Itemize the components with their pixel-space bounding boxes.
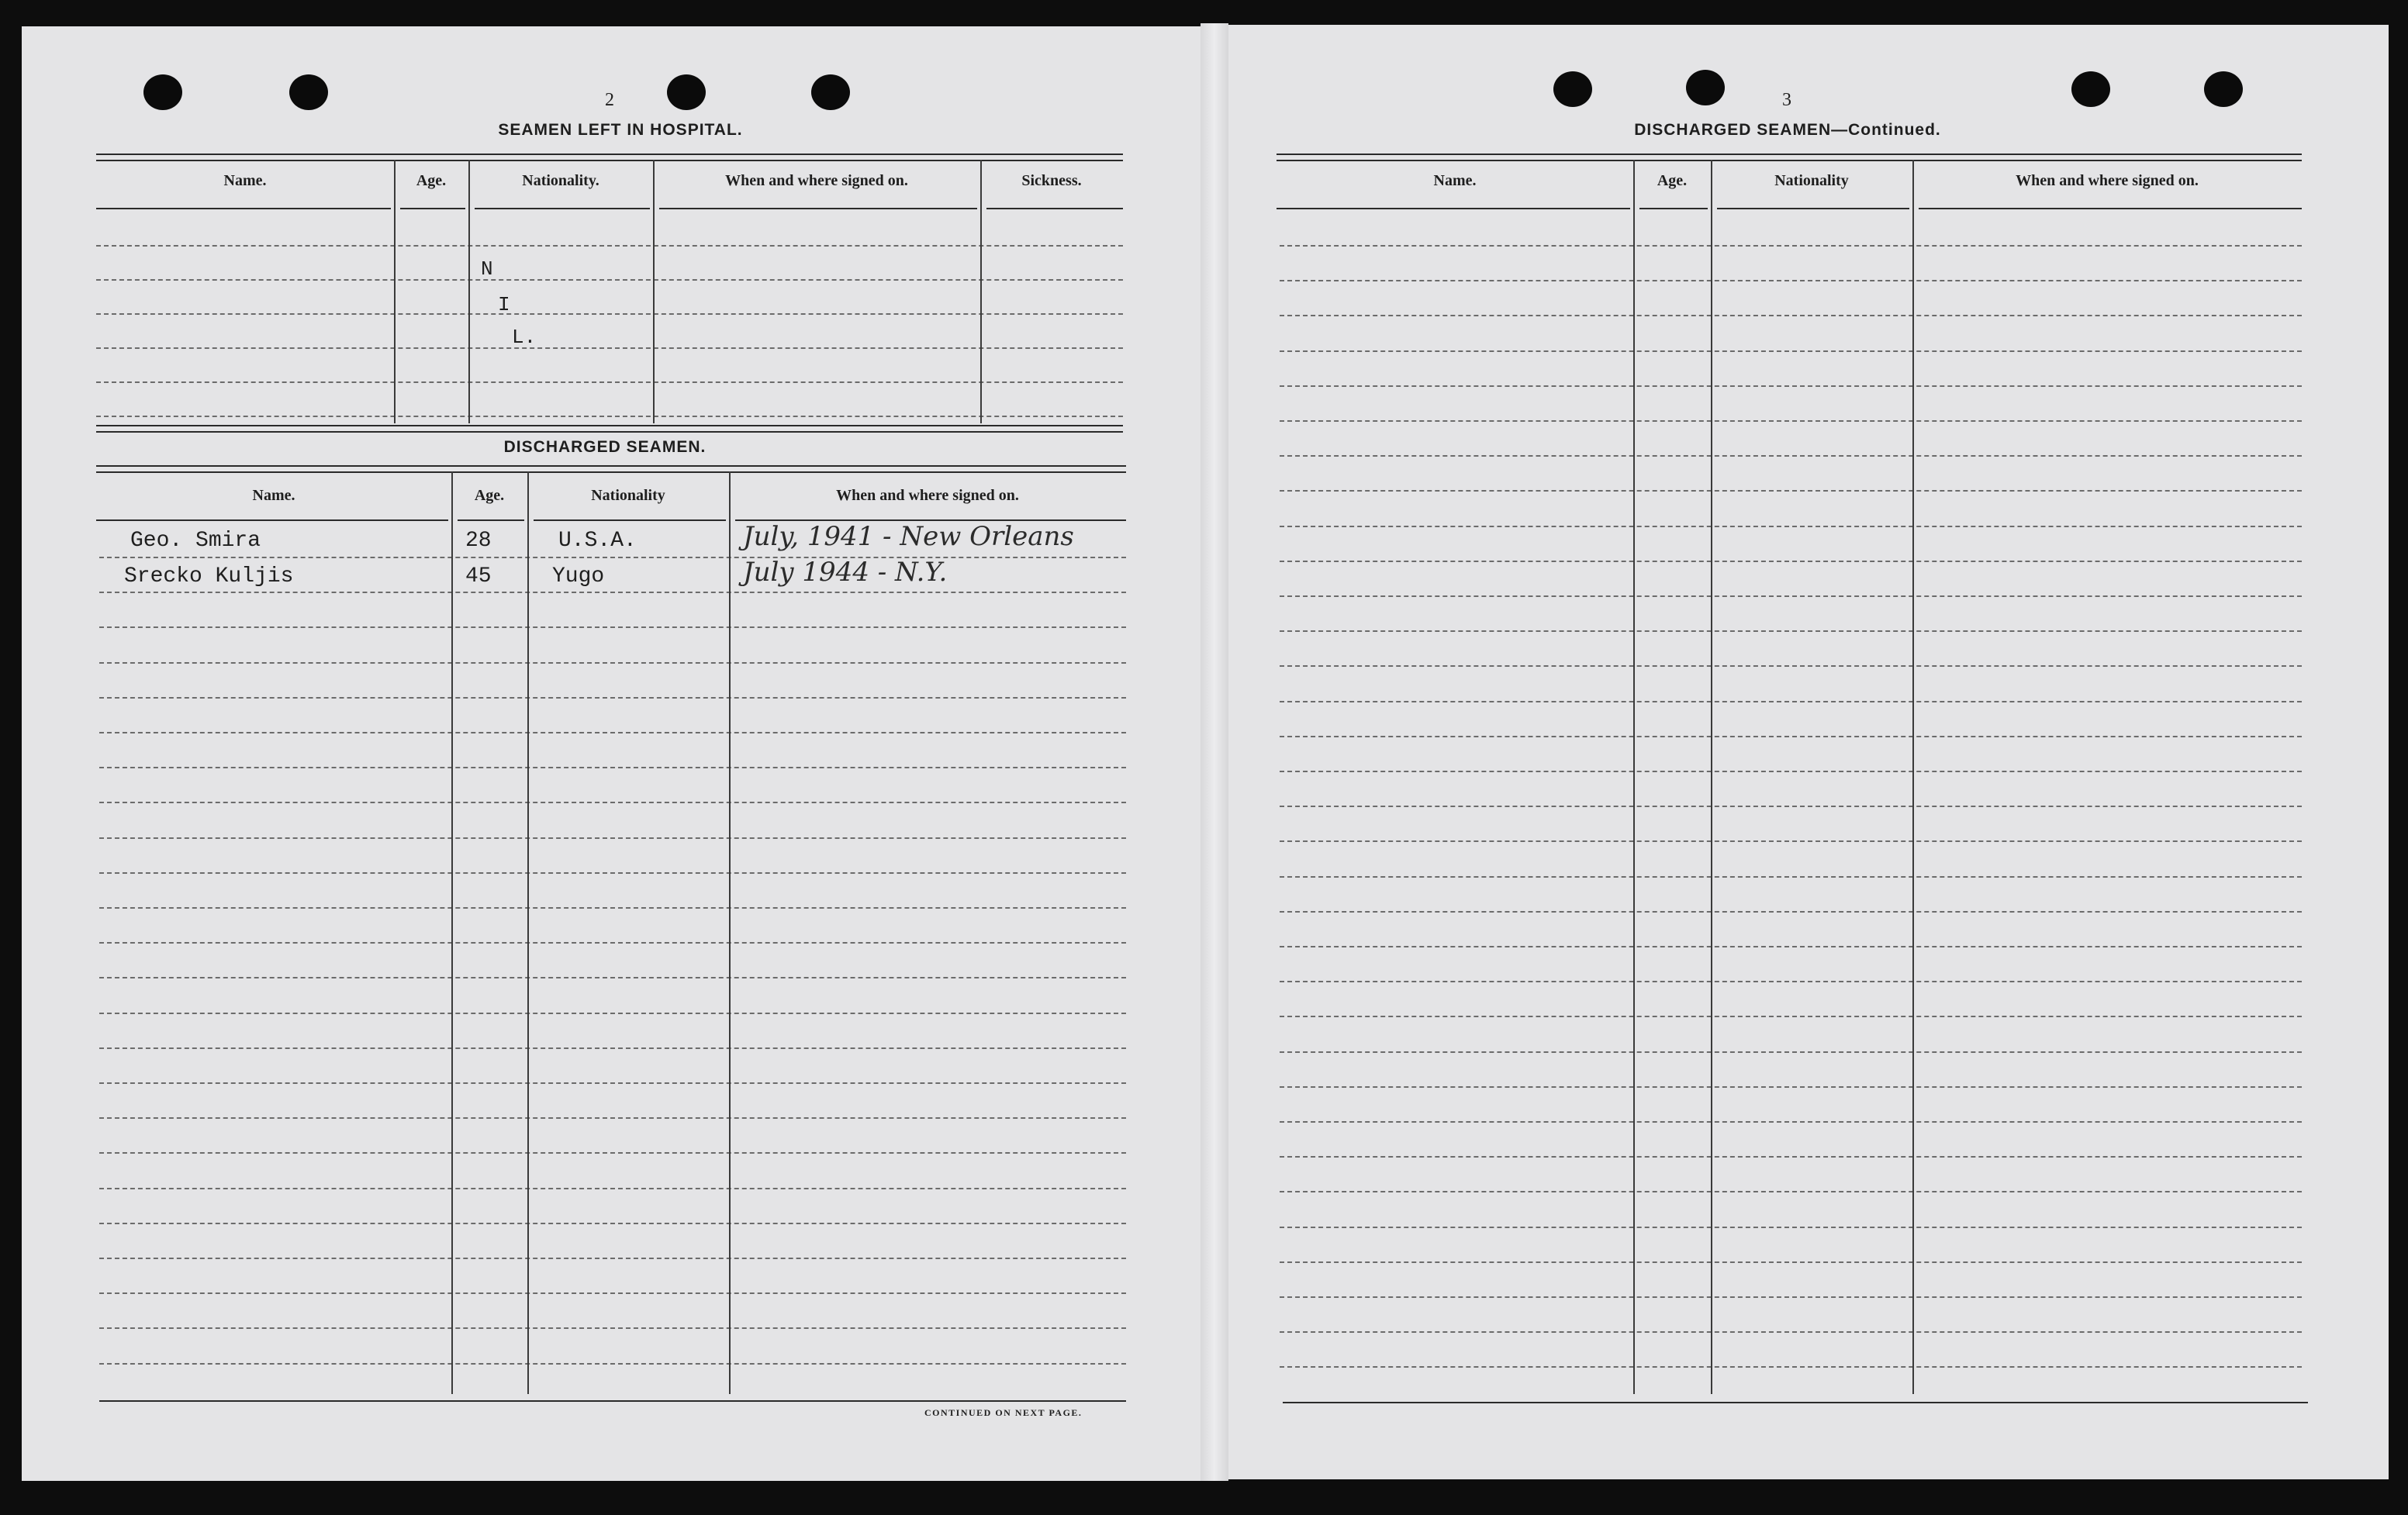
column-divider <box>980 160 982 423</box>
continued-note: CONTINUED ON NEXT PAGE. <box>924 1407 1083 1418</box>
binder-hole <box>667 74 706 110</box>
ruled-line <box>99 977 1126 978</box>
column-divider <box>1633 160 1635 1394</box>
ruled-line <box>99 837 1126 839</box>
signed-on-handwritten: July 1944 - N.Y. <box>743 557 948 588</box>
column-header: Age. <box>416 172 447 189</box>
ruled-line <box>1280 736 2302 737</box>
binder-hole <box>1686 70 1725 105</box>
ruled-line <box>96 416 1123 417</box>
ruled-line <box>99 1047 1126 1049</box>
column-header: When and where signed on. <box>725 172 908 189</box>
ruled-line <box>1280 280 2302 281</box>
ruled-line <box>99 872 1126 874</box>
nil-letter: L. <box>512 326 537 349</box>
table-bottom-rule <box>96 425 1123 433</box>
ruled-line <box>1280 1016 2302 1017</box>
binder-hole <box>1553 71 1592 107</box>
ruled-line <box>99 1292 1126 1294</box>
ruled-line <box>99 592 1126 593</box>
column-divider <box>1711 160 1712 1394</box>
signed-on-handwritten: July, 1941 - New Orleans <box>743 521 1074 552</box>
header-underline <box>96 519 448 521</box>
table-top-rule <box>96 465 1126 473</box>
header-underline <box>1717 208 1909 209</box>
ruled-line <box>96 313 1123 315</box>
column-header: Age. <box>1657 172 1688 189</box>
ruled-line <box>1280 385 2302 387</box>
binder-hole <box>811 74 850 110</box>
ruled-line <box>1280 420 2302 422</box>
ruled-line <box>99 767 1126 768</box>
column-divider <box>468 160 470 423</box>
ruled-line <box>1280 771 2302 772</box>
column-divider <box>653 160 655 423</box>
ruled-line <box>1280 1051 2302 1053</box>
column-divider <box>394 160 396 423</box>
discharged-section-title: DISCHARGED SEAMEN. <box>503 438 707 456</box>
table-top-rule <box>1277 154 2302 161</box>
column-header: Name. <box>1433 172 1477 189</box>
ruled-line <box>1280 1191 2302 1192</box>
column-header: Name. <box>223 172 267 189</box>
ruled-line <box>99 697 1126 699</box>
ruled-line <box>99 662 1126 664</box>
ruled-line <box>1280 946 2302 947</box>
ruled-line <box>1280 665 2302 667</box>
ruled-line <box>99 1258 1126 1259</box>
binding-gutter <box>1201 23 1228 1481</box>
ruled-line <box>1280 1121 2302 1123</box>
column-header: Nationality <box>1774 172 1849 189</box>
ruled-line <box>99 1188 1126 1189</box>
page-number: 3 <box>1782 90 1791 110</box>
ruled-line <box>99 1013 1126 1014</box>
nil-letter: N <box>481 257 493 281</box>
binder-hole <box>143 74 182 110</box>
seaman-nationality: Yugo <box>552 564 605 588</box>
header-underline <box>534 519 726 521</box>
ruled-line <box>96 245 1123 247</box>
ruled-line <box>1280 1156 2302 1158</box>
ruled-line <box>1280 840 2302 842</box>
header-underline <box>659 208 977 209</box>
seaman-name: Geo. Smira <box>130 529 261 553</box>
ruled-line <box>99 1223 1126 1224</box>
ruled-line <box>1280 981 2302 982</box>
ruled-line <box>1280 526 2302 527</box>
column-header: Nationality. <box>522 172 599 189</box>
ruled-line <box>99 1327 1126 1329</box>
column-header: Name. <box>252 487 295 504</box>
ruled-line <box>1280 876 2302 878</box>
seaman-age: 45 <box>465 564 492 588</box>
ruled-line <box>1280 701 2302 702</box>
ruled-line <box>1280 1296 2302 1298</box>
ruled-line <box>99 557 1126 558</box>
seaman-name: Srecko Kuljis <box>124 564 294 588</box>
ruled-line <box>1280 490 2302 492</box>
ruled-line <box>99 1117 1126 1119</box>
ruled-line <box>99 1152 1126 1154</box>
ruled-line <box>1280 315 2302 316</box>
header-underline <box>986 208 1123 209</box>
header-underline <box>1919 208 2302 209</box>
column-header: Sickness. <box>1021 172 1082 189</box>
column-divider <box>451 471 453 1394</box>
column-header: Nationality <box>591 487 665 504</box>
ruled-line <box>1280 1086 2302 1088</box>
column-header: When and where signed on. <box>836 487 1019 504</box>
header-underline <box>475 208 650 209</box>
header-underline <box>1277 208 1630 209</box>
column-header: Age. <box>474 487 505 504</box>
ruled-line <box>1280 1331 2302 1333</box>
binder-hole <box>2071 71 2110 107</box>
ruled-line <box>99 1082 1126 1084</box>
ruled-line <box>99 732 1126 733</box>
header-underline <box>96 208 391 209</box>
ruled-line <box>1280 561 2302 562</box>
ruled-line <box>99 1363 1126 1365</box>
table-bottom-rule <box>99 1400 1126 1402</box>
binder-hole <box>2204 71 2243 107</box>
column-divider <box>1912 160 1914 1394</box>
seaman-age: 28 <box>465 529 492 553</box>
ruled-line <box>1280 350 2302 352</box>
ruled-line <box>99 802 1126 803</box>
page-number: 2 <box>605 90 614 110</box>
header-underline <box>458 519 524 521</box>
column-header: When and where signed on. <box>2016 172 2199 189</box>
ruled-line <box>96 279 1123 281</box>
ruled-line <box>96 347 1123 349</box>
binder-hole <box>289 74 328 110</box>
nil-letter: I <box>498 293 510 316</box>
ruled-line <box>1280 1261 2302 1263</box>
table-bottom-rule <box>1283 1402 2308 1403</box>
discharged-continued-title: DISCHARGED SEAMEN—Continued. <box>1634 121 1941 139</box>
ruled-line <box>99 907 1126 909</box>
ruled-line <box>1280 595 2302 597</box>
header-underline <box>1639 208 1708 209</box>
ruled-line <box>1280 630 2302 632</box>
hospital-section-title: SEAMEN LEFT IN HOSPITAL. <box>498 121 743 139</box>
ruled-line <box>1280 911 2302 913</box>
ruled-line <box>99 942 1126 944</box>
table-top-rule <box>96 154 1123 161</box>
ruled-line <box>96 381 1123 383</box>
ruled-line <box>1280 1227 2302 1228</box>
ruled-line <box>1280 245 2302 247</box>
ruled-line <box>99 626 1126 628</box>
column-divider <box>729 471 731 1394</box>
seaman-nationality: U.S.A. <box>558 529 637 553</box>
ruled-line <box>1280 806 2302 807</box>
ruled-line <box>1280 455 2302 457</box>
header-underline <box>400 208 465 209</box>
ruled-line <box>1280 1366 2302 1368</box>
column-divider <box>527 471 529 1394</box>
